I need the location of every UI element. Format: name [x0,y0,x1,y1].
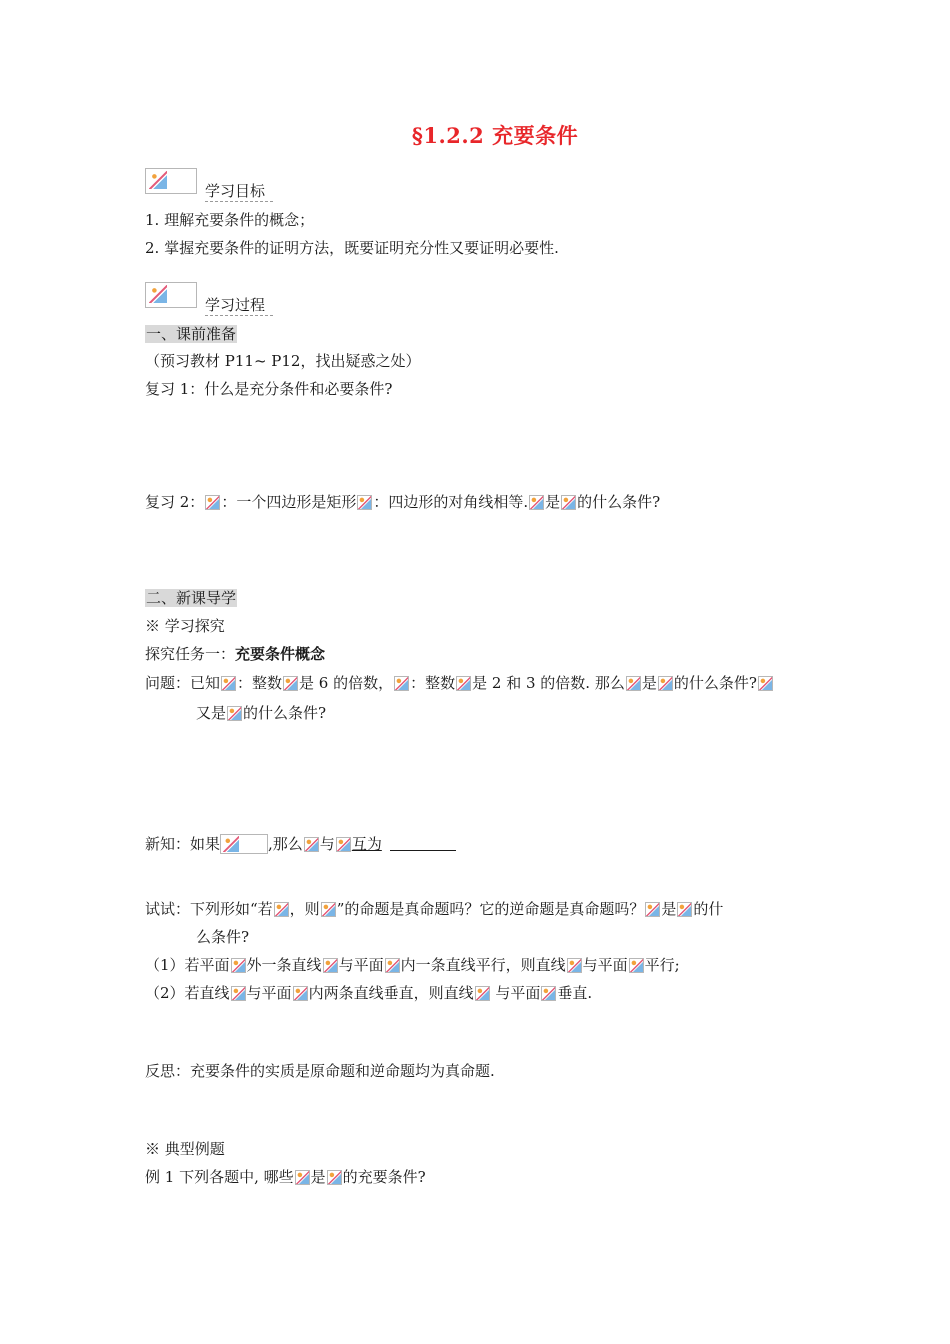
formula-image-icon [327,1170,342,1185]
formula-image-icon [274,902,289,917]
formula-image-icon [567,958,582,973]
formula-image-icon [385,958,400,973]
review-1: 复习 1：什么是充分条件和必要条件? [145,380,393,398]
formula-image-icon [231,958,246,973]
try-line: 试试：下列形如“若 ，则 ”的命题是真命题吗？它的逆命题是真命题吗？ 是 的什 [145,900,724,918]
formula-image-icon [394,676,409,691]
formula-image-icon [357,495,372,510]
formula-image-icon [529,495,544,510]
goals-heading: 学习目标 [205,180,273,202]
task-title: 充要条件概念 [235,645,326,663]
page-title: §1.2.2 充要条件 [411,123,579,148]
formula-image-icon [758,676,773,691]
formula-image-icon [541,986,556,1001]
image-placeholder-icon [149,285,167,303]
formula-image-icon [304,837,319,852]
formula-image-icon [283,676,298,691]
formula-image-icon [321,902,336,917]
try-item-1: （1）若平面 外一条直线 与平面 内一条直线平行，则直线 与平面 平行; [145,956,680,974]
formula-image-icon [677,902,692,917]
try-line-2: 么条件? [196,928,250,946]
goals-heading-row [145,168,266,200]
formula-image-icon [456,676,471,691]
explore-heading: ※ 学习探究 [145,617,225,635]
formula-image-icon [561,495,576,510]
formula-image-icon [295,1170,310,1185]
image-placeholder-icon [149,171,167,189]
formula-image-icon [629,958,644,973]
question-line: 问题：已知 ：整数 是 6 的倍数， ：整数 是 2 和 3 的倍数. 那么 是 的什么条件? [145,672,774,694]
formula-image-icon [323,958,338,973]
goal-item: 1. 理解充要条件的概念； [145,211,315,229]
formula-image-icon [645,902,660,917]
preview-note: （预习教材 P11~ P12，找出疑惑之处） [145,352,421,370]
image-placeholder-icon [145,168,197,194]
formula-image-icon [293,986,308,1001]
section-heading: 二、新课导学 [146,589,237,607]
question-line-2: 又是 的什么条件? [196,704,327,722]
goal-item: 2. 掌握充要条件的证明方法，既要证明充分性又要证明必要性. [145,239,559,257]
formula-image-icon [658,676,673,691]
formula-image-icon [221,676,236,691]
review-2: 复习 2： ：一个四边形是矩形 ：四边形的对角线相等. 是 的什么条件? [145,493,661,511]
formula-image-icon [231,986,246,1001]
process-heading: 学习过程 [205,294,273,316]
task-line: 探究任务一：充要条件概念 [145,645,326,663]
image-placeholder-icon [145,282,197,308]
example-1: 例 1 下列各题中, 哪些 是 的充要条件? [145,1168,426,1186]
reflection: 反思：充要条件的实质是原命题和逆命题均为真命题. [145,1062,495,1080]
formula-image-icon [475,986,490,1001]
formula-image-icon [205,495,220,510]
try-item-2: （2）若直线 与平面 内两条直线垂直，则直线 与平面 垂直. [145,984,593,1002]
formula-image-icon [336,837,351,852]
new-knowledge: 新知：如果 ,那么 与 互为 [145,833,456,855]
process-heading-row [145,282,266,314]
formula-image-icon [220,834,268,854]
formula-image-icon [227,706,242,721]
examples-heading: ※ 典型例题 [145,1140,225,1158]
section-heading: 一、课前准备 [146,325,237,343]
fill-blank [390,836,456,851]
image-placeholder-icon [223,836,239,852]
formula-image-icon [626,676,641,691]
